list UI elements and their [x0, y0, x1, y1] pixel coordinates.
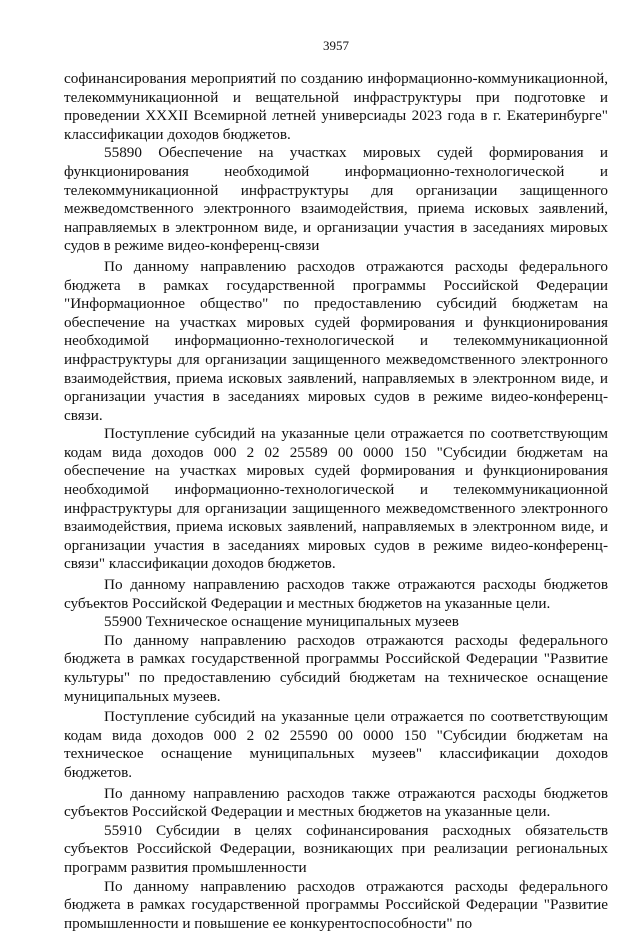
section-heading-55890: 55890 Обеспечение на участках мировых судей формирования и функционирования необходимой информационно-технологической и телекоммуникационной инфраструктуры для организации защищенного межведомственного электронного взаимодействия, приема исковых заявлений, направляемых в электронном виде, и организации участия в заседаниях мировых судов в режиме видео-конференц-связи	[64, 144, 608, 255]
paragraph-55900-regional: По данному направлению расходов также отражаются расходы бюджетов субъектов Российской Федерации и местных бюджетов на указанные цели.	[64, 784, 608, 821]
paragraph-55900-expenses: По данному направлению расходов отражаются расходы федерального бюджета в рамках государственной программы Российской Федерации "Развитие культуры" по предоставлению субсидий бюджетам на техническое оснащение муниципальных музеев.	[64, 631, 608, 705]
paragraph-55890-revenue: Поступление субсидий на указанные цели отражается по соответствующим кодам вида доходов 000 2 02 25589 00 0000 150 "Субсидии бюджетам на обеспечение на участках мировых судей формирования и функционирования необходимой информационно-технологической и телекоммуникационной инфраструктуры для организации защищенного межведомственного электронного взаимодействия, приема исковых заявлений, направляемых в электронном виде, и организации участия в заседаниях мировых судов в режиме видео-конференц-связи" классификации доходов бюджетов.	[64, 425, 608, 573]
paragraph-continuation: софинансирования мероприятий по созданию информационно-коммуникационной, телекоммуникационной и вещательной инфраструктуры при подготовке и проведении XXXII Всемирной летней универсиады 2023 года в г. Екатеринбурге" классификации доходов бюджетов.	[64, 70, 608, 143]
paragraph-55890-expenses: По данному направлению расходов отражаются расходы федерального бюджета в рамках государственной программы Российской Федерации "Информационное общество" по предоставлению субсидий бюджетам на обеспечение на участках мировых судей формирования и функционирования необходимой информационно-технологической и телекоммуникационной инфраструктуры для организации защищенного межведомственного электронного взаимодействия, приема исковых заявлений, направляемых в электронном виде, и организации участия в заседаниях мировых судов в режиме видео-конференц-связи.	[64, 257, 608, 424]
page-number: 3957	[323, 38, 349, 53]
paragraph-55910-expenses: По данному направлению расходов отражаются расходы федерального бюджета в рамках государственной программы Российской Федерации "Развитие промышленности и повышение ее конкурентоспособности" по	[64, 877, 608, 932]
paragraph-55900-revenue: Поступление субсидий на указанные цели отражается по соответствующим кодам вида доходов 000 2 02 25590 00 0000 150 "Субсидии бюджетам на техническое оснащение муниципальных музеев" классификации доходов бюджетов.	[64, 708, 608, 781]
section-heading-55910: 55910 Субсидии в целях софинансирования расходных обязательств субъектов Российской Федерации, возникающих при реализации региональных программ развития промышленности	[64, 821, 608, 876]
paragraph-55890-regional: По данному направлению расходов также отражаются расходы бюджетов субъектов Российской Федерации и местных бюджетов на указанные цели.	[64, 576, 608, 612]
section-heading-55900: 55900 Техническое оснащение муниципальных музеев	[104, 613, 459, 631]
